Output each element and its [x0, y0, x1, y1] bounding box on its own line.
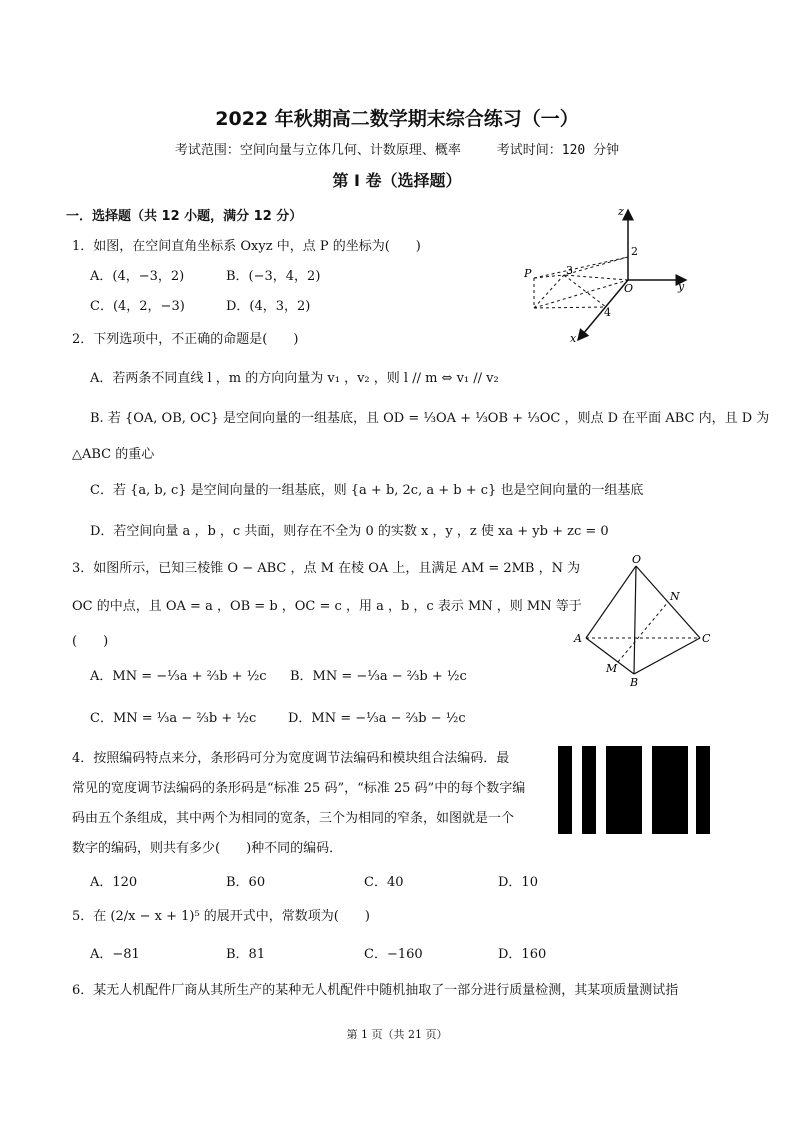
q1-coordinate-figure	[514, 198, 704, 348]
x-axis	[578, 280, 628, 340]
exam-time: 考试时间：120 分钟	[496, 143, 620, 158]
q5-option-d: D．160	[498, 947, 547, 962]
q5-option-a: A．−81	[90, 947, 140, 962]
q1-option-d: D．(4，3，2)	[226, 299, 311, 314]
q1-option-c: C．(4，2，−3)	[90, 299, 185, 314]
label-b: B	[630, 676, 639, 689]
label-p: P	[524, 267, 532, 280]
q3-option-c: C．MN = ⅓a − ⅔b + ½c	[90, 711, 257, 726]
label-n: N	[670, 590, 680, 603]
label-z: z	[618, 205, 624, 218]
q4-option-d: D．10	[498, 875, 538, 890]
label-2: 2	[631, 245, 638, 258]
q6-stem: 6．某无人机配件厂商从其所生产的某种无人机配件中随机抽取了一部分进行质量检测，其某项质量测试指	[72, 983, 679, 998]
q3-option-d: D．MN = −⅓a − ⅔b − ½c	[288, 711, 466, 726]
label-a: A	[574, 632, 582, 645]
wide-bar	[652, 746, 688, 834]
narrow-bar	[696, 746, 710, 834]
label-3: 3	[566, 264, 573, 277]
q1-stem: 1．如图，在空间直角坐标系 Oxyz 中，点 P 的坐标为( )	[72, 239, 421, 254]
label-o: O	[632, 553, 642, 566]
label-c: C	[702, 632, 711, 645]
label-m: M	[606, 662, 618, 675]
q4-line-3: 码由五个条组成，其中两个为相同的宽条，三个为相同的窄条，如图就是一个	[72, 811, 515, 826]
narrow-bar	[558, 746, 572, 834]
q2-option-d: D．若空间向量 a ，b ，c 共面，则存在不全为 0 的实数 x ，y ，z 使 xa + yb + zc = 0	[90, 524, 609, 539]
label-origin: O	[624, 282, 634, 295]
q5-option-c: C．−160	[364, 947, 423, 962]
volume-heading: 第 I 卷（选择题）	[332, 171, 462, 190]
q3-stem-2: OC 的中点，且 OA = a ，OB = b ，OC = c ，用 a ，b ，c 表示 MN ，则 MN 等于	[72, 599, 582, 614]
label-4: 4	[604, 306, 611, 319]
q2-option-b: B. 若 {OA, OB, OC} 是空间向量的一组基底，且 OD = ⅓OA + ⅓OB + ⅓OC ，则点 D 在平面 ABC 内，且 D 为	[90, 411, 770, 426]
q2-option-b-cont: △ABC 的重心	[72, 447, 155, 462]
q4-line-1: 4．按照编码特点来分，条形码可分为宽度调节法编码和模块组合法编码．最	[72, 751, 510, 766]
q5-stem: 5．在 (2/x − x + 1)⁵ 的展开式中，常数项为( )	[72, 909, 370, 924]
q4-option-b: B．60	[226, 875, 266, 890]
q4-barcode-figure	[556, 744, 712, 836]
section-heading: 一．选择题（共 12 小题，满分 12 分）	[66, 209, 303, 224]
exam-info	[0, 139, 794, 158]
label-x: x	[570, 332, 577, 345]
q5-option-b: B．81	[226, 947, 266, 962]
q3-stem-1: 3．如图所示，已知三棱锥 O − ABC ，点 M 在棱 OA 上，且满足 AM = 2MB ，N 为	[72, 561, 581, 576]
exam-scope: 考试范围：空间向量与立体几何、计数原理、概率	[174, 143, 461, 158]
q1-option-b: B．(−3，4，2)	[226, 269, 321, 284]
q3-stem-3: ( )	[72, 634, 109, 649]
page-title: 2022 年秋期高二数学期末综合练习（一）	[215, 108, 579, 130]
q1-option-a: A．(4，−3，2)	[90, 269, 185, 284]
q2-stem: 2．下列选项中，不正确的命题是( )	[72, 332, 299, 347]
wide-bar	[606, 746, 642, 834]
q3-option-b: B．MN = −⅓a − ⅔b + ½c	[290, 669, 467, 684]
q4-line-4: 数字的编码，则共有多少( )种不同的编码．	[72, 841, 343, 856]
q4-option-a: A．120	[90, 875, 138, 890]
q4-option-c: C．40	[364, 875, 404, 890]
label-y: y	[678, 280, 685, 293]
narrow-bar	[582, 746, 596, 834]
q3-option-a: A．MN = −⅓a + ⅔b + ½c	[90, 669, 267, 684]
q3-pyramid-figure	[566, 552, 716, 692]
q2-option-c: C．若 {a, b, c} 是空间向量的一组基底，则 {a + b, 2c, a + b + c} 也是空间向量的一组基底	[90, 483, 644, 498]
q4-line-2: 常见的宽度调节法编码的条形码是“标准 25 码”，“标准 25 码”中的每个数字编	[72, 781, 526, 796]
page-footer: 第 1 页（共 21 页）	[346, 1028, 448, 1041]
q2-option-a: A．若两条不同直线 l ，m 的方向向量为 v₁ ，v₂ ，则 l // m ⇔ v₁ // v₂	[90, 371, 499, 386]
